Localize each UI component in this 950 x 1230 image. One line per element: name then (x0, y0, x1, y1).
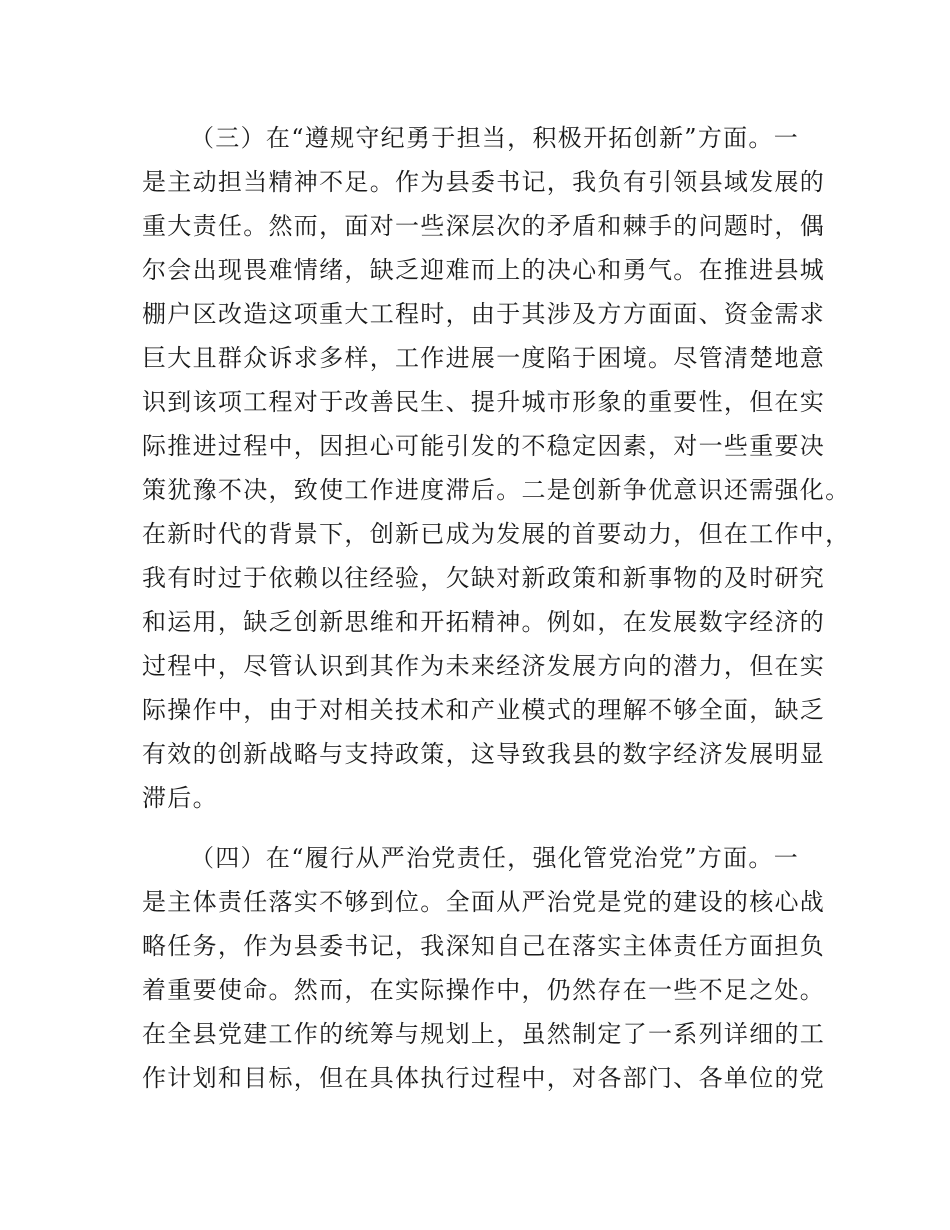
text-line: 是主动担当精神不足。作为县委书记，我负有引领县域发展的 (142, 168, 826, 196)
text-line: 尔会出现畏难情绪，缺乏迎难而上的决心和勇气。在推进县城 (142, 256, 826, 284)
text-line: 是主体责任落实不够到位。全面从严治党是党的建设的核心战 (142, 888, 826, 916)
text-line: 际操作中，由于对相关技术和产业模式的理解不够全面，缺乏 (142, 696, 826, 724)
text-line: 策犹豫不决，致使工作进度滞后。二是创新争优意识还需强化。 (142, 476, 851, 504)
text-line: 有效的创新战略与支持政策，这导致我县的数字经济发展明显 (142, 740, 826, 768)
paragraph-section-3 (142, 116, 851, 820)
text-line: 我有时过于依赖以往经验，欠缺对新政策和新事物的及时研究 (142, 564, 826, 592)
text-line: 重大责任。然而，面对一些深层次的矛盾和棘手的问题时，偶 (142, 212, 826, 240)
text-line: 际推进过程中，因担心可能引发的不稳定因素，对一些重要决 (142, 432, 826, 460)
text-line: 作计划和目标，但在具体执行过程中，对各部门、各单位的党 (142, 1064, 826, 1092)
text-line: 略任务，作为县委书记，我深知自己在落实主体责任方面担负 (142, 932, 826, 960)
text-line: 巨大且群众诉求多样，工作进展一度陷于困境。尽管清楚地意 (142, 344, 826, 372)
text-line: （四）在“履行从严治党责任，强化管党治党”方面。一 (190, 844, 800, 872)
text-line: 滞后。 (142, 784, 218, 812)
text-line: 在全县党建工作的统筹与规划上，虽然制定了一系列详细的工 (142, 1020, 826, 1048)
text-line: 识到该项工程对于改善民生、提升城市形象的重要性，但在实 (142, 388, 826, 416)
body-text (142, 116, 851, 1100)
text-line: 棚户区改造这项重大工程时，由于其涉及方方面面、资金需求 (142, 300, 826, 328)
paragraph-section-4 (142, 836, 827, 1100)
text-line: 和运用，缺乏创新思维和开拓精神。例如，在发展数字经济的 (142, 608, 826, 636)
text-line: 过程中，尽管认识到其作为未来经济发展方向的潜力，但在实 (142, 652, 826, 680)
text-line: 着重要使命。然而，在实际操作中，仍然存在一些不足之处。 (142, 976, 826, 1004)
text-line: 在新时代的背景下，创新已成为发展的首要动力，但在工作中， (142, 520, 851, 548)
text-line: （三）在“遵规守纪勇于担当，积极开拓创新”方面。一 (190, 124, 800, 152)
